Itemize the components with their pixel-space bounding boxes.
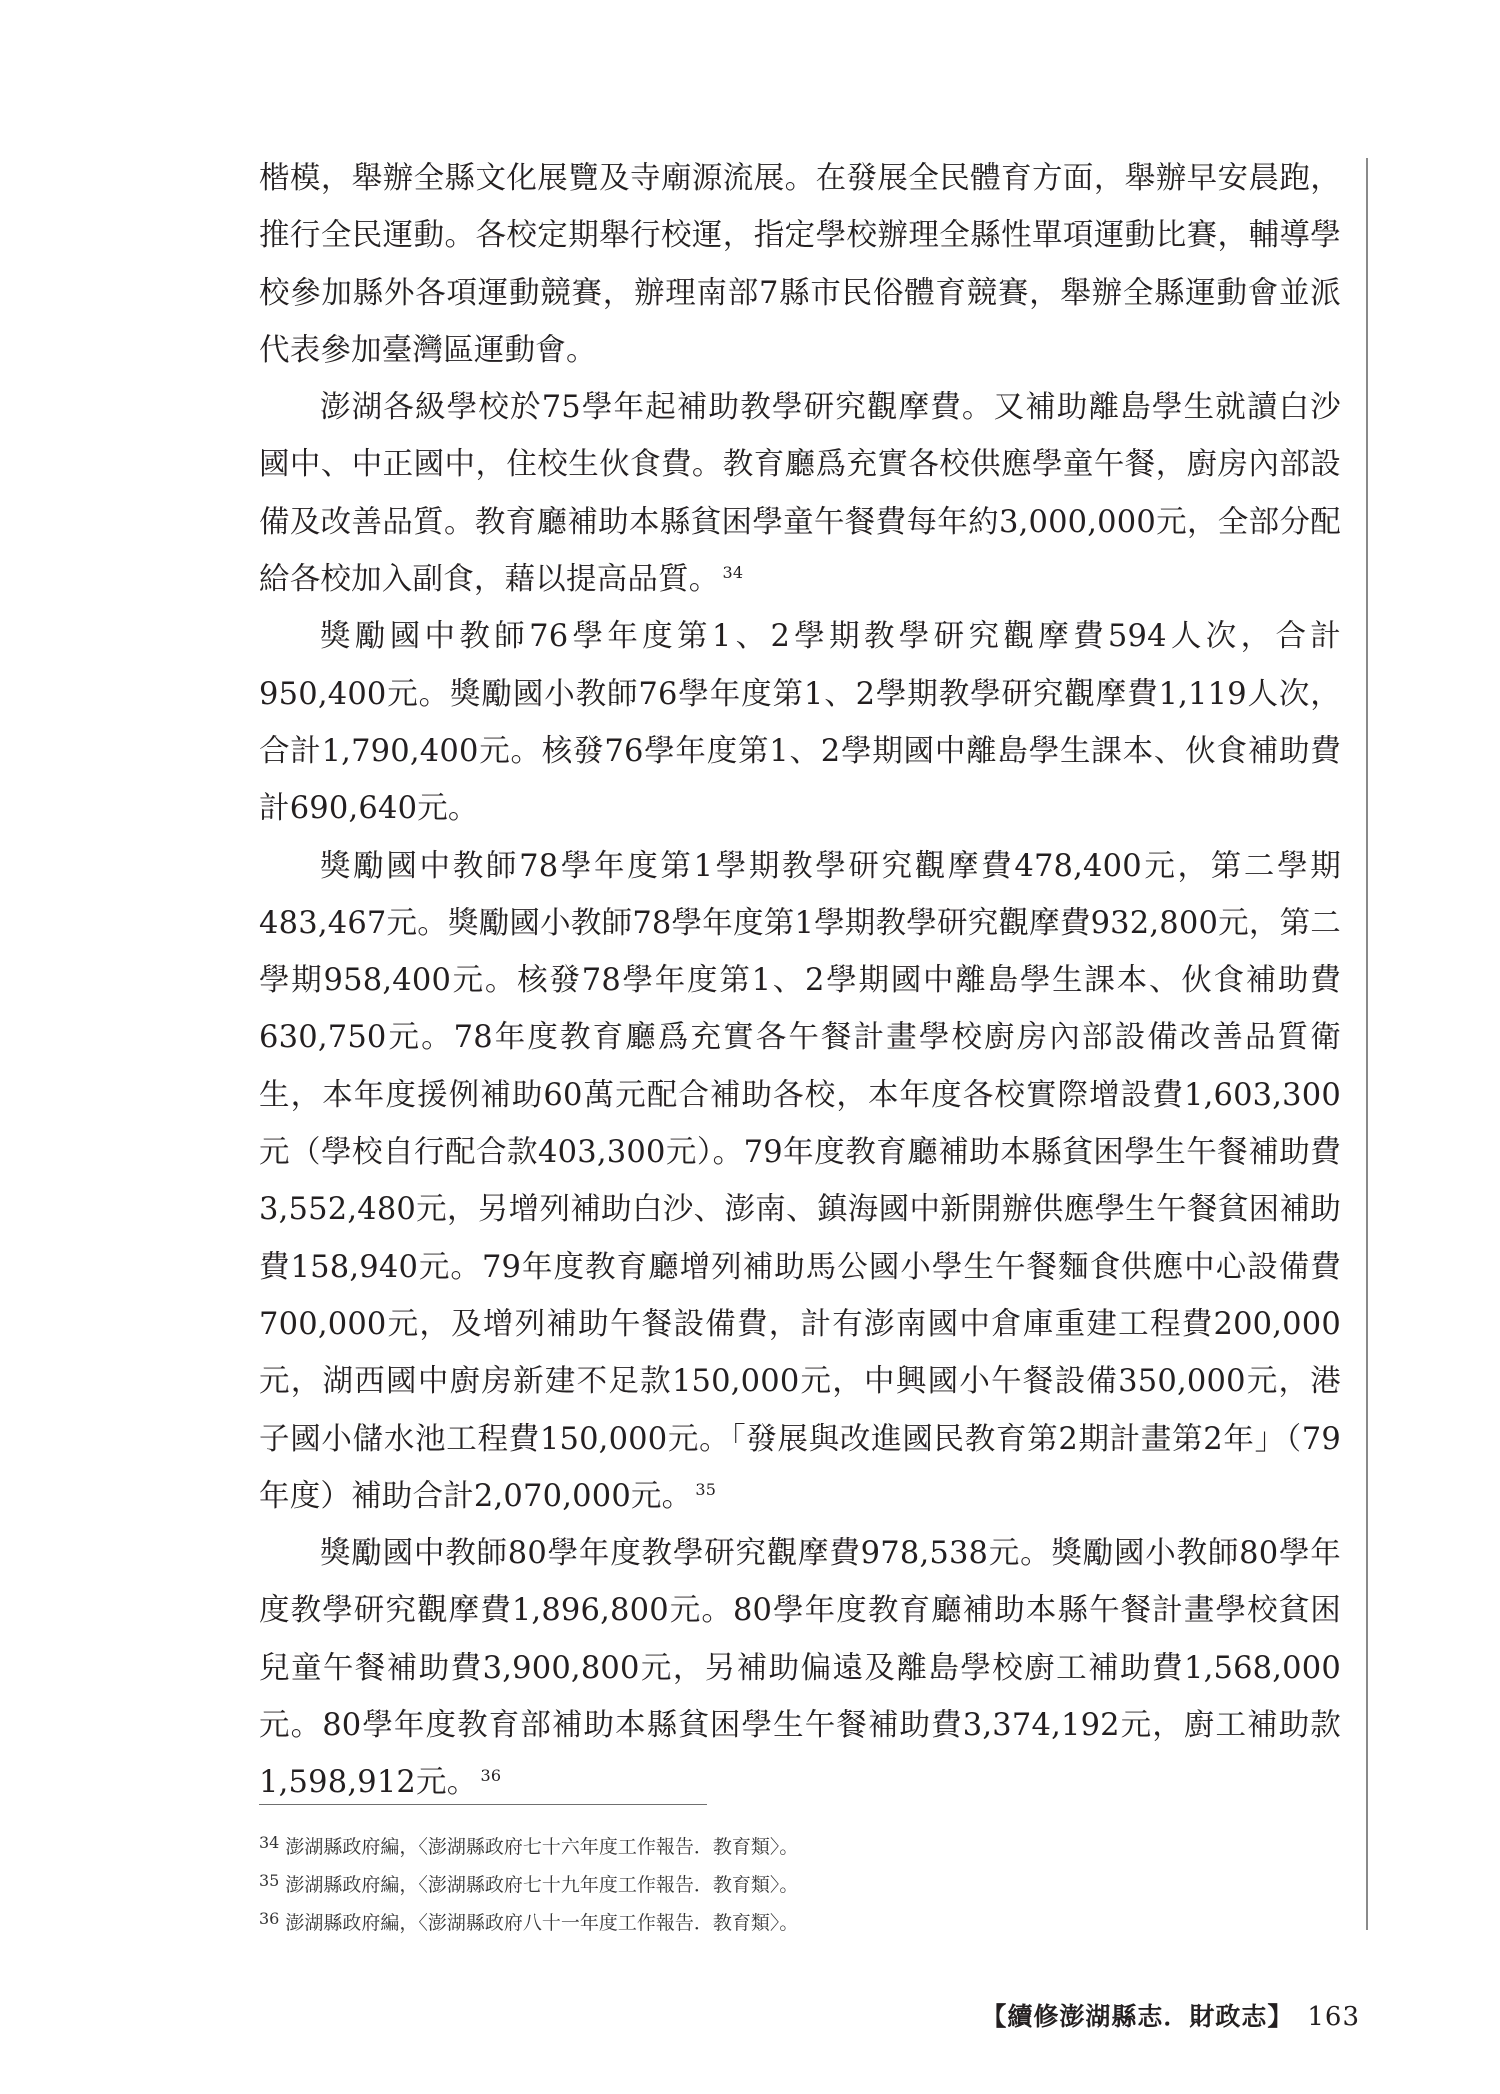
footnote-36 bbox=[259, 1902, 1259, 1940]
footnote-text: 澎湖縣政府編，〈澎湖縣政府七十九年度工作報告．教育類〉。 bbox=[285, 1874, 799, 1896]
right-margin-rule bbox=[1366, 158, 1368, 1930]
paragraph-4 bbox=[259, 838, 1341, 1526]
footnote-text: 澎湖縣政府編，〈澎湖縣政府七十六年度工作報告．教育類〉。 bbox=[285, 1836, 799, 1858]
page-number: 163 bbox=[1307, 2002, 1360, 2032]
paragraph-4-text: 獎勵國中教師78學年度第1學期教學研究觀摩費478,400元，第二學期483,467元。獎勵國小教師78學年度第1學期教學研究觀摩費932,800元，第二學期958,400元。核發78學年度第1、2學期國中離島學生課本、伙食補助費630,750元。78年度教育廳爲充實各午餐計畫學校廚房內部設備改善品質衛生，本年度援例補助60萬元配合補助各校，本年度各校實際增設費1,603,300元（學校自行配合款403,300元）。79年度教育廳補助本縣貧困學生午餐補助費3,552,480元，另增列補助白沙、澎南、鎮海國中新開辦供應學生午餐貧困補助費158,940元。79年度教育廳增列補助馬公國小學生午餐麵食供應中心設備費700,000元，及增列補助午餐設備費，計有澎南國中倉庫重建工程費200,000元，湖西國中廚房新建不足款150,000元，中興國小午餐設備350,000元，港子國小儲水池工程費150,000元。「發展與改進國民教育第2期計畫第2年」（79年度）補助合計2,070,000元。 bbox=[259, 848, 1341, 1514]
paragraph-3 bbox=[259, 608, 1341, 837]
body-text bbox=[259, 150, 1341, 1812]
footnote-number: 35 bbox=[259, 1871, 280, 1890]
paragraph-3-text: 獎勵國中教師76學年度第1、2學期教學研究觀摩費594人次，合計950,400元。獎勵國小教師76學年度第1、2學期教學研究觀摩費1,119人次，合計1,790,400元。核發76學年度第1、2學期國中離島學生課本、伙食補助費計690,640元。 bbox=[259, 619, 1341, 827]
footnote-reference-35[interactable]: 35 bbox=[695, 1479, 717, 1499]
footnote-35 bbox=[259, 1864, 1259, 1902]
paragraph-2 bbox=[259, 379, 1341, 608]
footnotes bbox=[259, 1826, 1259, 1940]
footnote-number: 34 bbox=[259, 1833, 280, 1852]
paragraph-1 bbox=[259, 150, 1341, 379]
paragraph-5-text: 獎勵國中教師80學年度教學研究觀摩費978,538元。獎勵國小教師80學年度教學研究觀摩費1,896,800元。80學年度教育廳補助本縣午餐計畫學校貧困兒童午餐補助費3,900,800元，另補助偏遠及離島學校廚工補助費1,568,000元。80學年度教育部補助本縣貧困學生午餐補助費3,374,192元，廚工補助款1,598,912元。 bbox=[259, 1536, 1341, 1801]
paragraph-1-text: 楷模，舉辦全縣文化展覽及寺廟源流展。在發展全民體育方面，舉辦早安晨跑，推行全民運動。各校定期舉行校運，指定學校辦理全縣性單項運動比賽，輔導學校參加縣外各項運動競賽，辦理南部7縣市民俗體育競賽，舉辦全縣運動會並派代表參加臺灣區運動會。 bbox=[259, 161, 1341, 368]
footnote-divider bbox=[259, 1804, 707, 1805]
footnote-34 bbox=[259, 1826, 1259, 1864]
running-footer bbox=[981, 1997, 1360, 2033]
paragraph-2-text: 澎湖各級學校於75學年起補助教學研究觀摩費。又補助離島學生就讀白沙國中、中正國中，住校生伙食費。教育廳爲充實各校供應學童午餐，廚房內部設備及改善品質。教育廳補助本縣貧困學童午餐費每年約3,000,000元，全部分配給各校加入副食，藉以提高品質。 bbox=[259, 390, 1341, 598]
footnote-reference-34[interactable]: 34 bbox=[722, 562, 744, 582]
paragraph-5 bbox=[259, 1525, 1341, 1811]
footnote-reference-36[interactable]: 36 bbox=[480, 1766, 502, 1786]
book-title: 【續修澎湖縣志．財政志】 bbox=[981, 2002, 1294, 2031]
footnote-text: 澎湖縣政府編，〈澎湖縣政府八十一年度工作報告．教育類〉。 bbox=[285, 1912, 799, 1934]
footnote-number: 36 bbox=[259, 1909, 280, 1928]
